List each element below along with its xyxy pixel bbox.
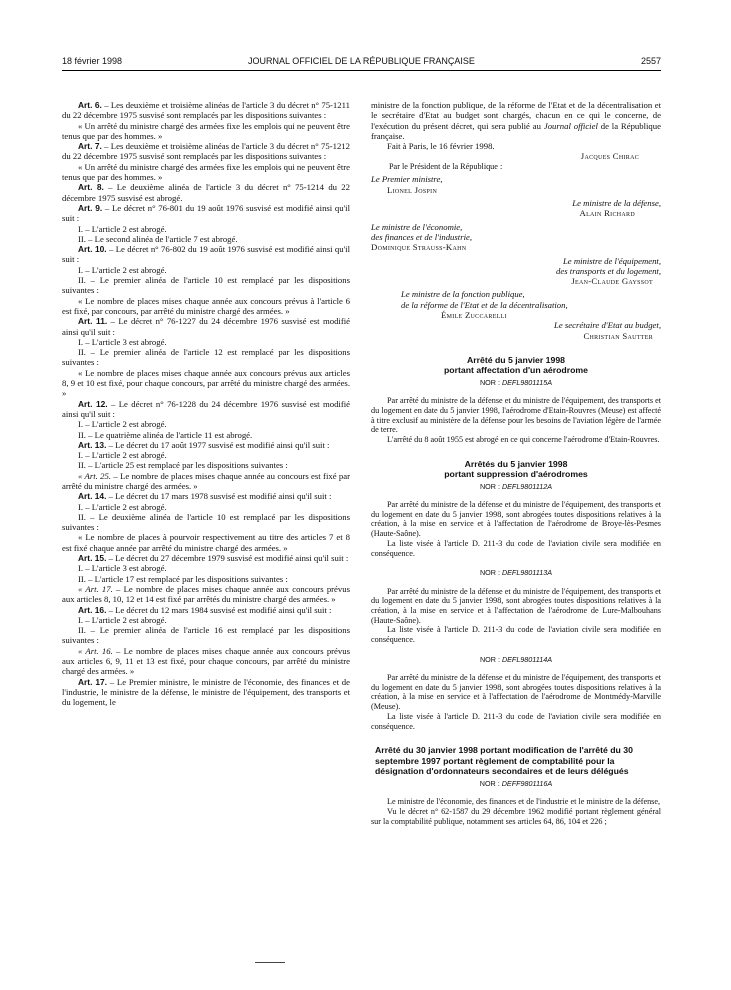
article-label: Art. 6.: [78, 100, 102, 110]
article-label: Art. 14.: [78, 491, 107, 502]
article-item: II. – Le premier alinéa de l'article 12 est remplacé par les dispositions suivantes :: [62, 347, 350, 368]
signatory-title: des finances et de l'industrie,: [371, 231, 473, 242]
article-item: I. – L'article 2 est abrogé.: [78, 450, 167, 461]
article-item: II. – Le second alinéa de l'article 7 est abrogé.: [78, 233, 238, 244]
article-item: II. – Le deuxième alinéa de l'article 10 est remplacé par les dispositions suivantes :: [62, 511, 350, 533]
signatory-name: Alain Richard: [579, 208, 635, 219]
article-12: Art. 12. – Le décret n° 76-1228 du 24 décembre 1976 susvisé est modifié ainsi qu'il suit :: [62, 398, 350, 419]
article-label: Art. 8.: [78, 182, 104, 193]
arrete-paragraph: Par arrêté du ministre de la défense et du ministre de l'équipement, des transports et du logement en date du 5 janvier 1998, sont abrogées toutes dispositions relatives à la création, à la mise en service et à l'affectation de l'aérodrome de Lure-Malbouhans (Haute-Saône).: [371, 586, 661, 625]
article-6: Art. 6. – Les deuxième et troisième alinéas de l'article 3 du décret n° 75-1211 du 22 décembre 1975 susvisé sont remplacés par les dispositions suivantes :: [62, 100, 350, 121]
arrete-paragraph: L'arrêté du 8 août 1955 est abrogé en ce qui concerne l'aérodrome d'Etain-Rouvres.: [387, 435, 660, 445]
article-15: Art. 15. – Le décret du 27 décembre 1979 susvisé est modifié ainsi qu'il suit :: [78, 553, 349, 564]
article-8: Art. 8. – Le deuxième alinéa de l'article 3 du décret n° 75-1214 du 22 décembre 1975 susvisé est abrogé.: [62, 182, 350, 203]
bottom-mark: [255, 962, 285, 963]
signatory-title: Le ministre de la défense,: [572, 198, 661, 209]
arrete-paragraph: La liste visée à l'article D. 211-3 du code de l'aviation civile sera modifiée en conséquence.: [371, 625, 661, 645]
article-item: I. – L'article 2 est abrogé.: [78, 419, 167, 430]
article-label: Art. 10.: [78, 244, 107, 255]
article-17: Art. 17. – Le Premier ministre, le ministre de l'économie, des finances et de l'industrie, le ministre de la défense, le ministre de l'équipement, des transports et du logement, le: [62, 676, 350, 708]
article-item: I. – L'article 2 est abrogé.: [78, 223, 167, 234]
signatory-title: Le secrétaire d'Etat au budget,: [554, 320, 661, 331]
signatory-title: de la réforme de l'Etat et de la décentralisation,: [401, 299, 568, 310]
article-quote: « Art. 17. – Le nombre de places mises chaque année aux concours prévus aux articles 8, 10, 12 et 14 est fixé par arrêtés du ministre chargé des armées. »: [62, 583, 350, 605]
article-item: I. – L'article 2 est abrogé.: [78, 501, 167, 512]
signatory-name: Christian Sautter: [583, 330, 653, 341]
nor-reference: NOR : DEFL9801113A: [479, 568, 553, 578]
article-14: Art. 14. – Le décret du 17 mars 1978 susvisé est modifié ainsi qu'il suit :: [78, 491, 332, 502]
arrete-title: Arrêté du 30 janvier 1998 portant modification de l'arrêté du 30 septembre 1997 portant règlement de comptabilité pour la désignation d'ordonnateurs secondaires et de leurs délégués: [375, 745, 633, 777]
signatory-name: Jean-Claude Gayssot: [571, 276, 653, 287]
article-item: I. – L'article 2 est abrogé.: [78, 264, 167, 275]
article-item: II. – L'article 25 est remplacé par les dispositions suivantes :: [78, 460, 288, 471]
article-label: Art. 17.: [78, 676, 108, 687]
signatory-title: des transports et du logement,: [556, 265, 661, 276]
header-page-number: 2557: [640, 56, 661, 66]
article-quote: « Un arrêté du ministre chargé des armées fixe les emplois qui ne peuvent être tenus que par des hommes. »: [62, 161, 350, 183]
article-quote: « Le nombre de places à pourvoir respectivement au titre des articles 7 et 8 est fixé chaque année par arrêté du ministre chargé des armées. »: [62, 532, 350, 553]
article-quote: « Art. 16. – Le nombre de places mises chaque année aux concours prévus aux articles 6, 9, 11 et 13 est fixé, pour chaque concours, par arrêté du ministre chargé des armées. »: [62, 645, 350, 677]
nor-reference: NOR : DEFF9801116A: [479, 778, 553, 788]
article-label: Art. 11.: [78, 316, 108, 327]
article-10: Art. 10. – Le décret n° 76-802 du 19 août 1976 susvisé est modifié ainsi qu'il suit :: [62, 244, 350, 265]
arrete-paragraph: Par arrêté du ministre de la défense et du ministre de l'équipement, des transports et du logement en date du 5 janvier 1998, l'aérodrome d'Etain-Rouvres (Meuse) est affecté à titre exclusif au ministère de la défense pour les besoins de l'aviation légère de l'armée de terre.: [371, 396, 661, 435]
arrete-paragraph: Par arrêté du ministre de la défense et du ministre de l'équipement, des transports et du logement en date du 5 janvier 1998, sont abrogées toutes dispositions relatives à la création, à la mise en service et à l'affectation de l'aérodrome de Broye-lès-Pesmes (Haute-Saône).: [371, 500, 661, 539]
nor-reference: NOR : DEFL9801112A: [479, 481, 553, 491]
arrete-paragraph: Par arrêté du ministre de la défense et du ministre de l'équipement, des transports et du logement en date du 5 janvier 1998, sont abrogées toutes dispositions relatives à la création, à la mise en service et à l'affectation de l'aérodrome de Montmédy-Marville (Meuse).: [371, 673, 661, 712]
article-label: Art. 13.: [78, 439, 107, 450]
done-at: Fait à Paris, le 16 février 1998.: [387, 141, 495, 152]
signatory-name: Dominique Strauss-Kahn: [371, 242, 467, 253]
article-item: I. – L'article 2 est abrogé.: [78, 614, 167, 625]
article-item: I. – L'article 3 est abrogé.: [78, 336, 167, 347]
page-header: [62, 56, 661, 70]
article-9: Art. 9. – Le décret n° 76-801 du 19 août 1976 susvisé est modifié ainsi qu'il suit :: [62, 202, 350, 224]
arrete-paragraph: Vu le décret n° 62-1587 du 29 décembre 1962 modifié portant règlement général sur la comptabilité publique, notamment ses articles 64, 86, 104 et 226 ;: [371, 806, 661, 826]
signatory-president: Jacques Chirac: [580, 151, 639, 162]
arrete-title: Arrêtés du 5 janvier 1998 portant suppression d'aérodromes: [444, 458, 588, 480]
article-quote: « Le nombre de places mises chaque année aux concours prévus aux articles 8, 9 et 10 est fixé, pour chaque concours, par arrêté du ministre chargé des armées. »: [62, 367, 350, 399]
arrete-paragraph: Le ministre de l'économie, des finances et de l'industrie et le ministre de la défense,: [387, 797, 661, 807]
article-13: Art. 13. – Le décret du 17 août 1977 susvisé est modifié ainsi qu'il suit :: [78, 439, 330, 450]
signatory-title: Le ministre de l'économie,: [371, 221, 463, 232]
article-item: I. – L'article 3 est abrogé.: [78, 563, 167, 574]
signatory-title: Le ministre de la fonction publique,: [401, 289, 525, 300]
left-column: [62, 100, 350, 708]
article-quote: « Le nombre de places mises chaque année aux concours prévus à l'article 6 est fixé, par concours, par arrêté du ministre chargé des armées. »: [62, 295, 350, 316]
article-7: Art. 7. – Les deuxième et troisième alinéas de l'article 3 du décret n° 75-1212 du 22 décembre 1975 susvisé sont remplacés par les dispositions suivantes :: [62, 141, 350, 162]
article-label: Art. 9.: [78, 202, 103, 213]
article-quote: « Art. 25. – Le nombre de places mises chaque année au concours est fixé par arrêté du ministre chargé des armées. »: [62, 470, 350, 491]
right-column: [371, 100, 661, 826]
nor-reference: NOR : DEFL9801115A: [479, 377, 553, 387]
article-item: II. – L'article 17 est remplacé par les dispositions suivantes :: [78, 573, 288, 584]
signatory-name: Lionel Jospin: [387, 184, 438, 195]
nor-reference: NOR : DEFL9801114A: [479, 654, 553, 664]
arrete-paragraph: La liste visée à l'article D. 211-3 du code de l'aviation civile sera modifiée en conséquence.: [371, 711, 661, 731]
article-label: Art. 15.: [78, 553, 107, 564]
header-date: 18 février 1998: [62, 56, 123, 66]
par-le-president: Par le Président de la République :: [389, 161, 503, 171]
article-label: Art. 12.: [78, 398, 108, 409]
article-item: II. – Le premier alinéa de l'article 16 est remplacé par les dispositions suivantes :: [62, 625, 350, 646]
article-quote: « Un arrêté du ministre chargé des armées fixe les emplois qui ne peuvent être tenus que par des hommes. »: [62, 120, 350, 141]
header-journal-title: JOURNAL OFFICIEL DE LA RÉPUBLIQUE FRANÇAISE: [248, 56, 475, 66]
article-17-continuation: ministre de la fonction publique, de la réforme de l'Etat et de la décentralisation et le secrétaire d'Etat au budget sont chargés, chacun en ce qui le concerne, de l'exécution du présent décret, qui sera publié au Journal officiel de la République française.: [371, 100, 661, 141]
article-item: II. – Le premier alinéa de l'article 10 est remplacé par les dispositions suivantes :: [62, 275, 350, 296]
header-rule: [62, 70, 661, 71]
signatory-title: Le ministre de l'équipement,: [562, 255, 661, 266]
article-label: Art. 7.: [78, 141, 102, 152]
article-item: II. – Le quatrième alinéa de l'article 11 est abrogé.: [78, 429, 253, 440]
arrete-paragraph: La liste visée à l'article D. 211-3 du code de l'aviation civile sera modifiée en conséquence.: [371, 538, 661, 558]
article-label: Art. 16.: [78, 604, 107, 615]
article-16: Art. 16. – Le décret du 12 mars 1984 susvisé est modifié ainsi qu'il suit :: [78, 604, 332, 615]
signatory-title: Le Premier ministre,: [371, 174, 443, 185]
arrete-title: Arrêté du 5 janvier 1998 portant affectation d'un aérodrome: [444, 354, 588, 376]
article-11: Art. 11. – Le décret n° 76-1227 du 24 décembre 1976 susvisé est modifié ainsi qu'il suit :: [62, 316, 351, 337]
signatory-name: Émile Zuccarelli: [441, 310, 507, 321]
